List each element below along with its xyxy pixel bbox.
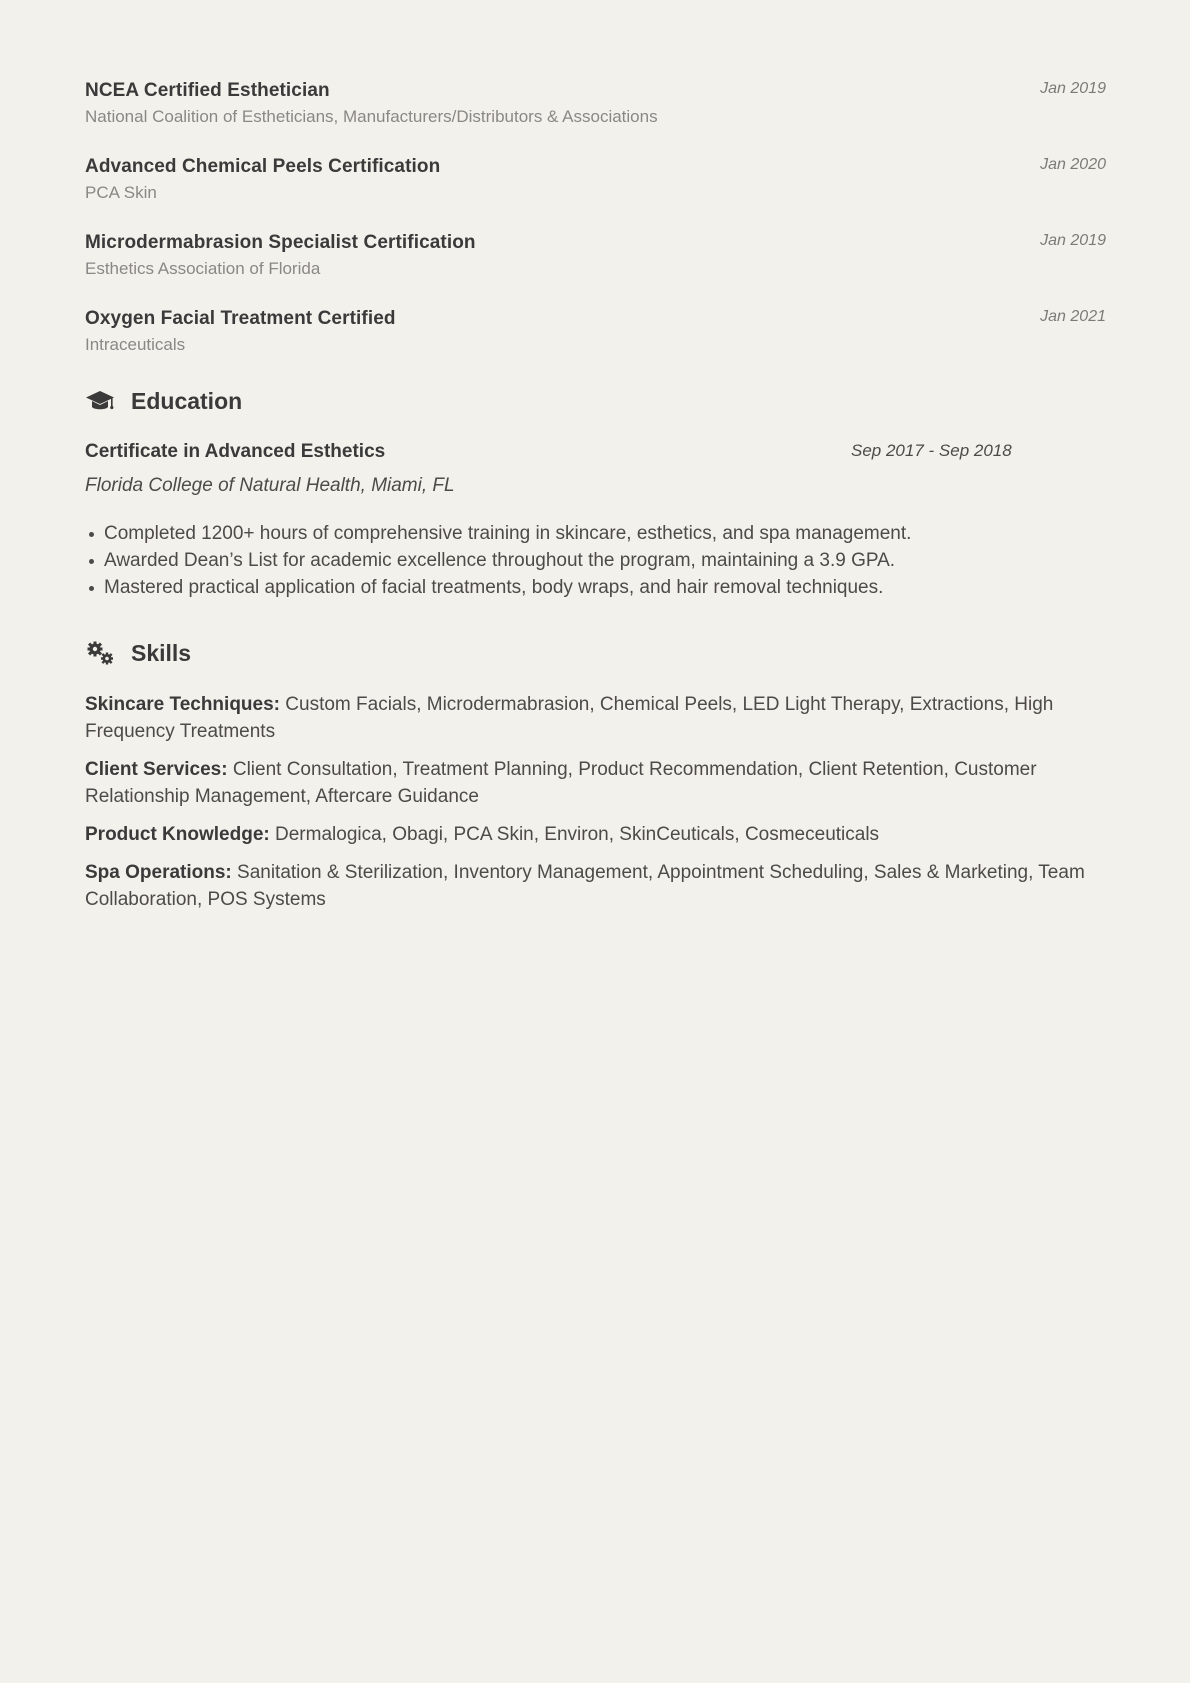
skill-value: Client Consultation, Treatment Planning, Product Recommendation, Client Retention, Customer Relationship Management, Aftercare Guidance	[85, 759, 1037, 807]
education-header	[85, 385, 1106, 417]
skills-header	[85, 637, 1106, 669]
education-degree: Certificate in Advanced Esthetics	[85, 441, 386, 462]
gears-icon	[85, 640, 115, 666]
certification-issuer: PCA Skin	[85, 183, 157, 202]
section-title: Skills	[131, 639, 192, 666]
section-title: Education	[131, 387, 243, 414]
skill-label: Client Services:	[85, 759, 228, 780]
certification-issuer: National Coalition of Estheticians, Manufacturers/Distributors & Associations	[85, 107, 658, 126]
certification-name: NCEA Certified Esthetician	[85, 80, 330, 101]
list-item: Mastered practical application of facial treatments, body wraps, and hair removal techniques.	[104, 574, 1106, 601]
education-section	[85, 385, 1106, 601]
skill-row	[85, 859, 1106, 913]
skill-value: Sanitation & Sterilization, Inventory Management, Appointment Scheduling, Sales & Marketing, Team Collaboration, POS Systems	[85, 862, 1085, 910]
certification-issuer: Esthetics Association of Florida	[85, 259, 321, 278]
skill-value: Dermalogica, Obagi, PCA Skin, Environ, SkinCeuticals, Cosmeceuticals	[275, 824, 880, 845]
certification-date: Jan 2019	[1040, 232, 1106, 249]
education-dates: Sep 2017 - Sep 2018	[851, 441, 1012, 460]
skill-label: Skincare Techniques:	[85, 694, 280, 715]
certification-date: Jan 2019	[1040, 80, 1106, 97]
certification-item	[85, 230, 1106, 291]
certification-item	[85, 154, 1106, 215]
certification-date: Jan 2021	[1040, 308, 1106, 325]
skill-label: Spa Operations:	[85, 862, 232, 883]
certification-name: Oxygen Facial Treatment Certified	[85, 308, 396, 329]
skills-list	[85, 691, 1106, 913]
skill-row	[85, 691, 1106, 745]
certification-name: Microdermabrasion Specialist Certification	[85, 232, 476, 253]
list-item: Awarded Dean’s List for academic excellence throughout the program, maintaining a 3.9 GPA.	[104, 547, 1106, 574]
certification-date: Jan 2020	[1040, 156, 1106, 173]
list-item: Completed 1200+ hours of comprehensive training in skincare, esthetics, and spa management.	[104, 520, 1106, 547]
skill-row	[85, 821, 1106, 848]
education-bullets	[85, 520, 1106, 601]
resume-page	[85, 78, 1106, 924]
skill-row	[85, 756, 1106, 810]
education-school: Florida College of Natural Health, Miami, FL	[85, 475, 455, 496]
certifications-list	[85, 78, 1106, 367]
education-entry	[85, 439, 1106, 601]
graduation-cap-icon	[85, 388, 115, 414]
certification-item	[85, 306, 1106, 367]
skill-value: Custom Facials, Microdermabrasion, Chemical Peels, LED Light Therapy, Extractions, High Frequency Treatments	[85, 694, 1054, 742]
certification-issuer: Intraceuticals	[85, 335, 186, 354]
skill-label: Product Knowledge:	[85, 824, 270, 845]
skills-section	[85, 637, 1106, 913]
certification-item	[85, 78, 1106, 139]
certification-name: Advanced Chemical Peels Certification	[85, 156, 441, 177]
